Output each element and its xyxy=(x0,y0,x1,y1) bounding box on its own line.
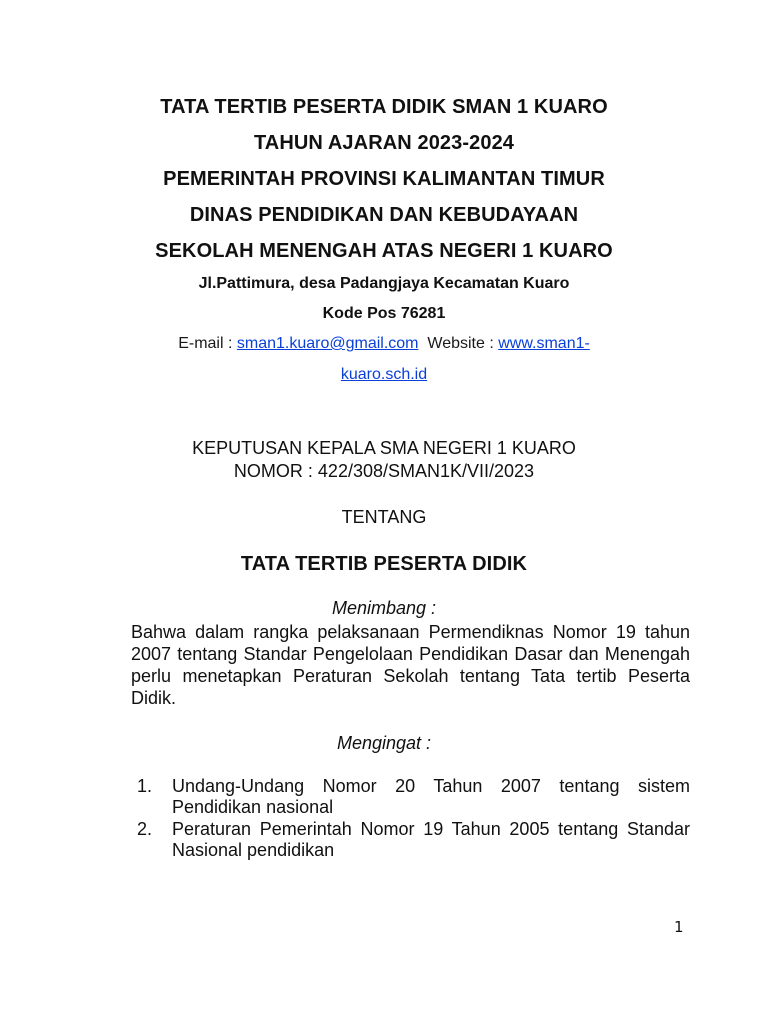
header-government: PEMERINTAH PROVINSI KALIMANTAN TIMUR xyxy=(163,168,605,190)
mengingat-heading: Mengingat : xyxy=(336,733,432,753)
header-department: DINAS PENDIDIKAN DAN KEBUDAYAAN xyxy=(189,204,579,226)
list-item xyxy=(131,776,690,818)
decree-about: TENTANG xyxy=(341,507,427,527)
list-item-number: 2. xyxy=(137,819,153,839)
website-link-part2[interactable]: kuaro.sch.id xyxy=(340,366,428,383)
mengingat-list xyxy=(131,776,690,862)
email-label: E-mail : xyxy=(178,335,237,352)
header-postal-code: Kode Pos 76281 xyxy=(322,305,446,322)
email-link[interactable]: sman1.kuaro@gmail.com xyxy=(236,335,419,352)
decree-subject: TATA TERTIB PESERTA DIDIK xyxy=(240,553,528,575)
website-link-part1[interactable]: www.sman1- xyxy=(498,335,590,352)
list-item-text: Undang-Undang Nomor 20 Tahun 2007 tentang sistem Pendidikan nasional xyxy=(172,776,690,817)
list-item-number: 1. xyxy=(137,776,153,796)
page-number: 1 xyxy=(674,918,684,936)
menimbang-text: Bahwa dalam rangka pelaksanaan Permendiknas Nomor 19 tahun 2007 tentang Standar Pengelolaan Pendidikan Dasar dan Menengah perlu menetapkan Peraturan Sekolah tentang Tata tertib Peserta Didik. xyxy=(131,622,690,708)
menimbang-heading: Menimbang : xyxy=(331,598,437,618)
list-item xyxy=(131,819,690,861)
header-school-year: TAHUN AJARAN 2023-2024 xyxy=(253,132,515,154)
website-label: Website : xyxy=(427,335,499,352)
contact-line-2 xyxy=(0,366,768,384)
decree-title: KEPUTUSAN KEPALA SMA NEGERI 1 KUARO xyxy=(192,438,576,458)
header-address: Jl.Pattimura, desa Padangjaya Kecamatan Kuaro xyxy=(198,275,570,292)
list-item-text: Peraturan Pemerintah Nomor 19 Tahun 2005 tentang Standar Nasional pendidikan xyxy=(172,819,690,860)
decree-number: NOMOR : 422/308/SMAN1K/VII/2023 xyxy=(233,461,535,481)
contact-line xyxy=(0,335,768,353)
header-title: TATA TERTIB PESERTA DIDIK SMAN 1 KUARO xyxy=(160,96,608,118)
header-school-name: SEKOLAH MENENGAH ATAS NEGERI 1 KUARO xyxy=(155,240,613,262)
